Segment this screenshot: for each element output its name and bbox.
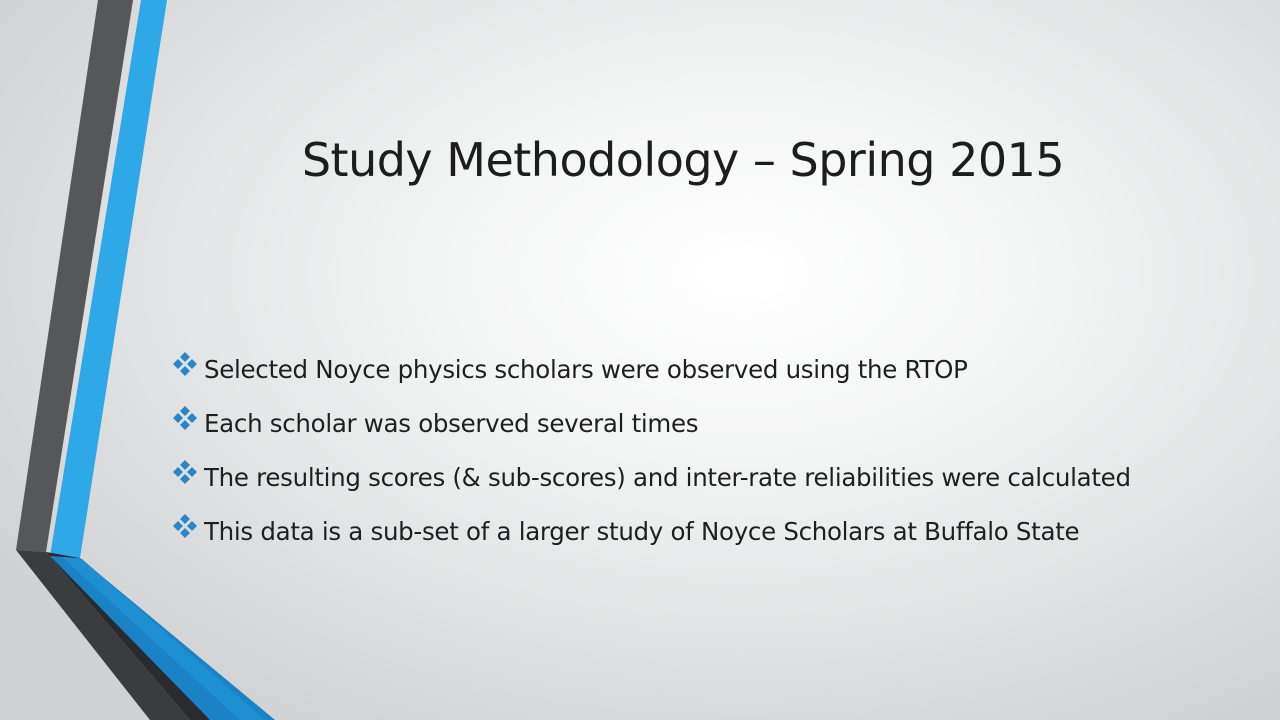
bullet-item <box>170 504 1260 558</box>
bullet-list <box>170 342 1260 558</box>
bullet-text: This data is a sub-set of a larger study of Noyce Scholars at Buffalo State <box>204 516 1080 546</box>
bullet-item <box>170 342 1260 396</box>
four-diamond-bullet-icon <box>170 403 204 433</box>
black-diagonal-stripe <box>46 552 210 720</box>
bullet-text: Each scholar was observed several times <box>204 408 699 438</box>
bullet-item <box>170 450 1260 504</box>
bullet-text: Selected Noyce physics scholars were observed using the RTOP <box>204 354 968 384</box>
bullet-text: The resulting scores (& sub-scores) and inter-rate reliabilities were calculated <box>204 462 1131 492</box>
four-diamond-bullet-icon <box>170 511 204 541</box>
slide-title: Study Methodology – Spring 2015 <box>301 133 1065 187</box>
bullet-item <box>170 396 1260 450</box>
four-diamond-bullet-icon <box>170 457 204 487</box>
four-diamond-bullet-icon <box>170 349 204 379</box>
